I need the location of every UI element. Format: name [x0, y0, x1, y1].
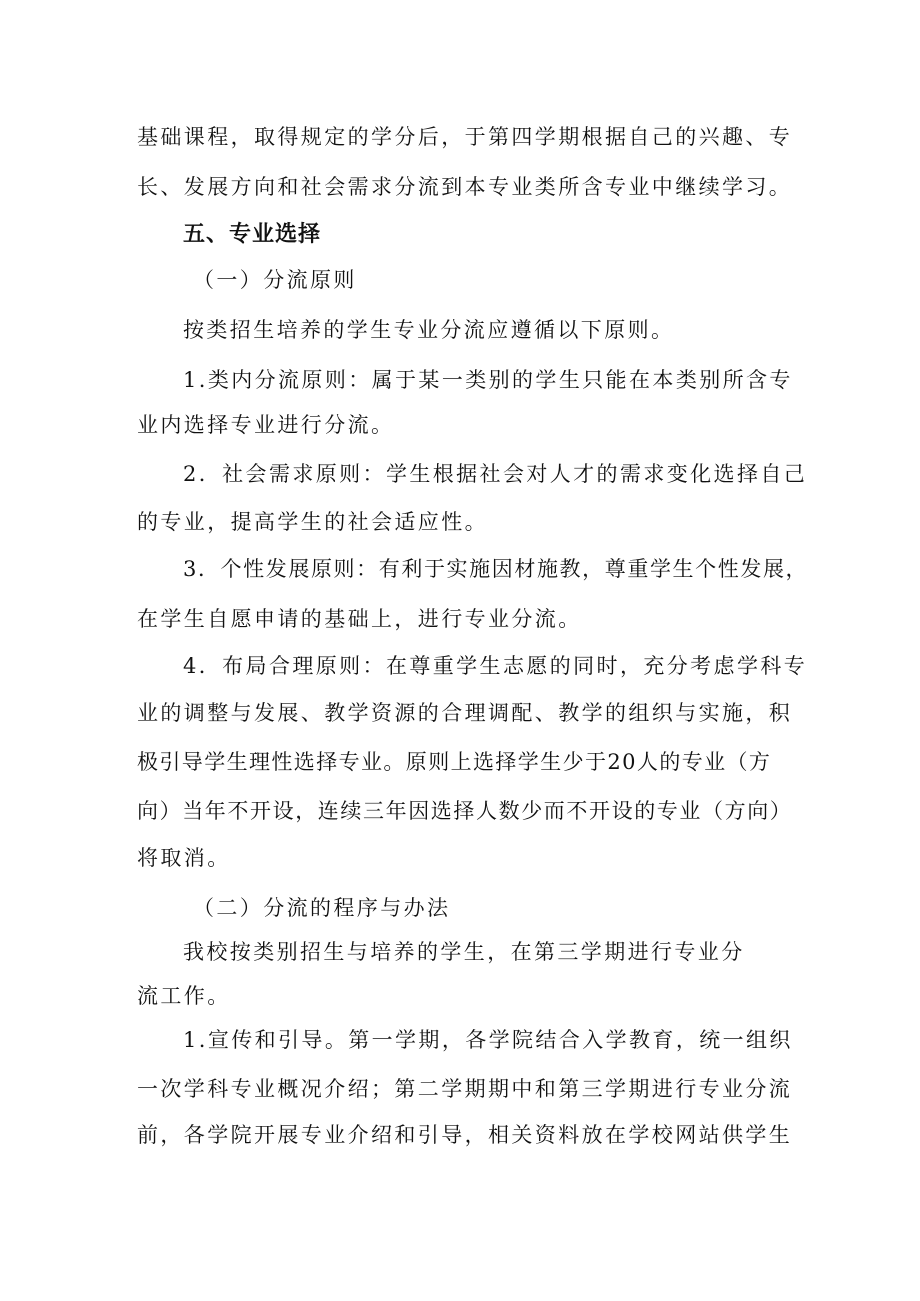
list-item-line: 将取消。: [137, 846, 231, 870]
list-item-line: 向）当年不开设，连续三年因选择人数少而不开设的专业（方向）: [137, 799, 793, 823]
section-heading: 五、专业选择: [183, 222, 322, 247]
subsection-heading: （一）分流原则: [193, 268, 357, 292]
paragraph-line: 基础课程，取得规定的学分后，于第四学期根据自己的兴趣、专: [137, 125, 793, 149]
list-item-line: 前，各学院开展专业介绍和引导，相关资料放在学校网站供学生: [137, 1123, 793, 1147]
list-item-line: 3．个性发展原则：有利于实施因材施教，尊重学生个性发展，: [183, 557, 809, 581]
list-item-line: 2．社会需求原则：学生根据社会对人才的需求变化选择自己: [183, 462, 808, 486]
subsection-heading: （二）分流的程序与办法: [193, 896, 451, 920]
list-item-line: 业内选择专业进行分流。: [137, 413, 395, 437]
paragraph-line: 按类招生培养的学生专业分流应遵循以下原则。: [183, 318, 675, 342]
list-item-line: 1.类内分流原则：属于某一类别的学生只能在本类别所含专: [183, 368, 793, 392]
list-item-line: 极引导学生理性选择专业。原则上选择学生少于20人的专业（方: [137, 750, 772, 774]
paragraph-line: 长、发展方向和社会需求分流到本专业类所含专业中继续学习。: [137, 175, 793, 199]
list-item-line: 在学生自愿申请的基础上，进行专业分流。: [137, 607, 582, 631]
list-item-line: 4．布局合理原则：在尊重学生志愿的同时，充分考虑学科专: [183, 654, 808, 678]
list-item-line: 1.宣传和引导。第一学期，各学院结合入学教育，统一组织: [183, 1028, 793, 1052]
paragraph-line: 流工作。: [137, 984, 231, 1008]
list-item-line: 的专业，提高学生的社会适应性。: [137, 510, 488, 534]
list-item-line: 一次学科专业概况介绍；第二学期期中和第三学期进行专业分流: [137, 1077, 793, 1101]
list-item-line: 业的调整与发展、教学资源的合理调配、教学的组织与实施，积: [137, 701, 793, 725]
paragraph-line: 我校按类别招生与培养的学生，在第三学期进行专业分: [183, 940, 745, 964]
